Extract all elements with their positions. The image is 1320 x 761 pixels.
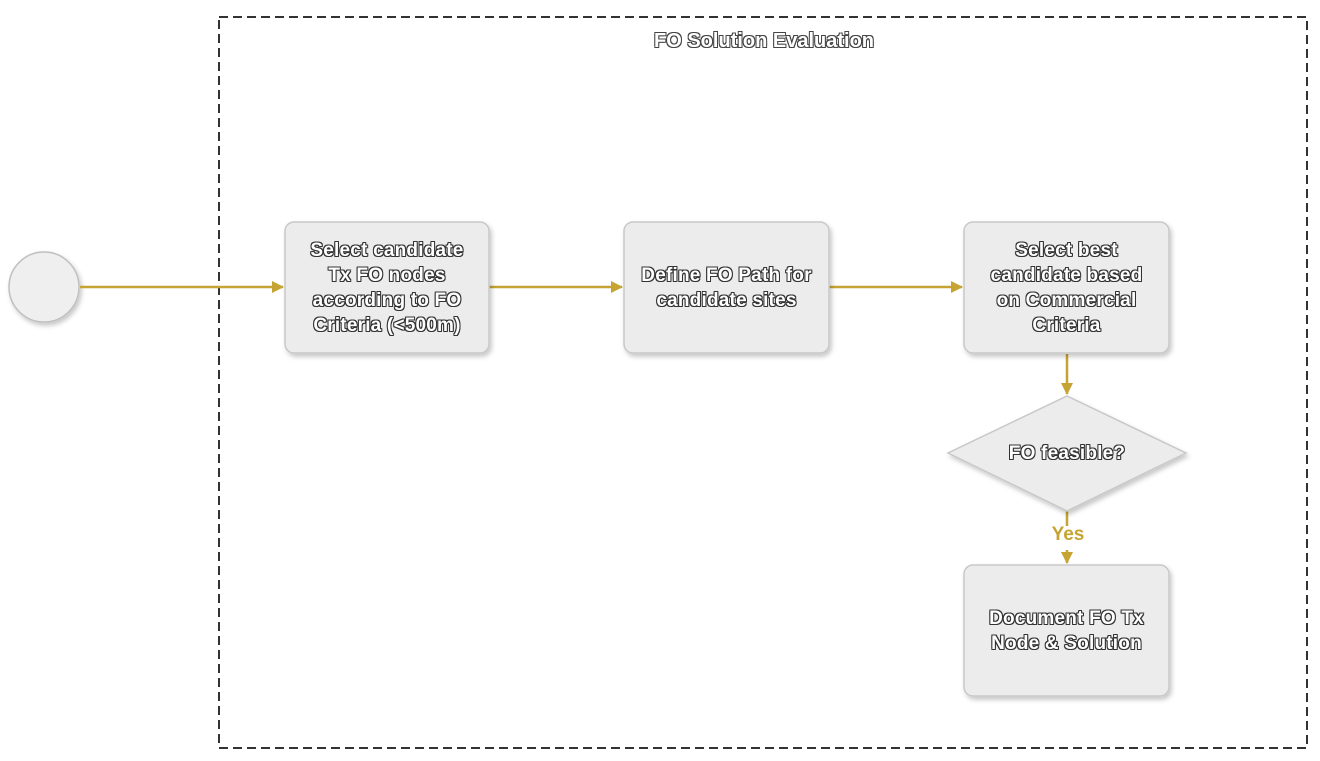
decision-label: FO feasible? [1008,443,1126,464]
define-path-label: Define FO Path for candidate sites [641,264,812,311]
yes-edge-label: Yes [1051,524,1085,545]
select-best-label: Select best candidate based on Commercial Criteria [990,239,1143,336]
start-node[interactable] [9,252,79,322]
document-label: Document FO Tx Node & Solution [989,607,1144,654]
select-candidate-label: Select candidate Tx FO nodes according to FO Criteria (<500m) [310,239,464,336]
container-title: FO Solution Evaluation [654,30,874,52]
